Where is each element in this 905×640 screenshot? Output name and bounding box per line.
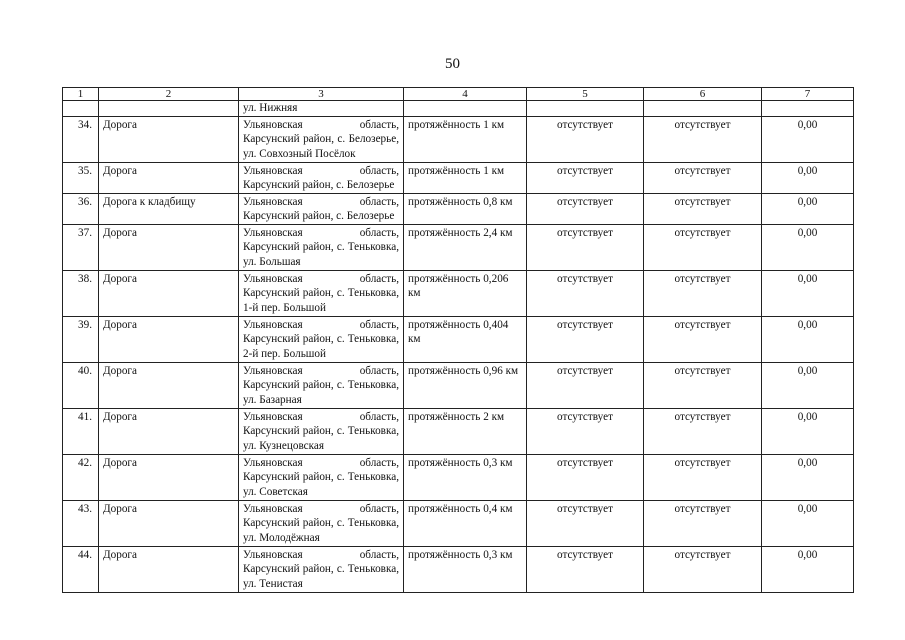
address-cell: Ульяновская область, Карсунский район, с. Теньковка, ул. Тенистая xyxy=(239,546,404,592)
length-cell: протяжённость 2,4 км xyxy=(404,224,527,270)
row-number: 37. xyxy=(63,224,99,270)
row-number: 41. xyxy=(63,408,99,454)
value-cell: 0,00 xyxy=(762,270,854,316)
address-cell: Ульяновская область, Карсунский район, с. Теньковка, ул. Молодёжная xyxy=(239,500,404,546)
table-row xyxy=(63,193,854,224)
object-name-cell: Дорога xyxy=(99,224,239,270)
value-cell: 0,00 xyxy=(762,193,854,224)
table-row xyxy=(63,224,854,270)
table-row xyxy=(63,454,854,500)
address-cell: Ульяновская область, Карсунский район, с. Теньковка, 1-й пер. Большой xyxy=(239,270,404,316)
column-5-cell: отсутствует xyxy=(527,162,644,193)
column-header: 3 xyxy=(239,88,404,101)
row-number: 44. xyxy=(63,546,99,592)
table-body xyxy=(63,116,854,592)
column-6-cell: отсутствует xyxy=(644,546,762,592)
value-cell: 0,00 xyxy=(762,224,854,270)
address-cell: Ульяновская область, Карсунский район, с. Теньковка, ул. Базарная xyxy=(239,362,404,408)
object-name-cell: Дорога xyxy=(99,162,239,193)
value-cell: 0,00 xyxy=(762,500,854,546)
column-6-cell: отсутствует xyxy=(644,408,762,454)
value-cell: 0,00 xyxy=(762,546,854,592)
table-row xyxy=(63,162,854,193)
column-header: 2 xyxy=(99,88,239,101)
column-6-cell: отсутствует xyxy=(644,116,762,162)
object-name-cell: Дорога xyxy=(99,408,239,454)
table-row xyxy=(63,362,854,408)
column-5-cell: отсутствует xyxy=(527,316,644,362)
address-cell: Ульяновская область, Карсунский район, с. Теньковка, ул. Кузнецовская xyxy=(239,408,404,454)
table-row xyxy=(63,500,854,546)
object-name-cell: Дорога xyxy=(99,500,239,546)
object-name-cell: Дорога xyxy=(99,362,239,408)
column-header: 6 xyxy=(644,88,762,101)
column-5-cell: отсутствует xyxy=(527,454,644,500)
column-5-cell: отсутствует xyxy=(527,500,644,546)
table-row xyxy=(63,270,854,316)
length-cell: протяжённость 0,3 км xyxy=(404,454,527,500)
column-5-cell: отсутствует xyxy=(527,224,644,270)
column-6-cell: отсутствует xyxy=(644,500,762,546)
column-5-cell: отсутствует xyxy=(527,546,644,592)
table-row xyxy=(63,116,854,162)
object-name-cell: Дорога xyxy=(99,546,239,592)
address-cell: Ульяновская область, Карсунский район, с. Теньковка, ул. Большая xyxy=(239,224,404,270)
row-number: 42. xyxy=(63,454,99,500)
column-6-cell: отсутствует xyxy=(644,362,762,408)
row-number: 34. xyxy=(63,116,99,162)
column-6-cell: отсутствует xyxy=(644,162,762,193)
length-cell: протяжённость 0,206 км xyxy=(404,270,527,316)
row-number: 36. xyxy=(63,193,99,224)
column-6-cell: отсутствует xyxy=(644,193,762,224)
address-cell: Ульяновская область, Карсунский район, с. Белозерье, ул. Совхозный Посёлок xyxy=(239,116,404,162)
table-row xyxy=(63,316,854,362)
value-cell: 0,00 xyxy=(762,162,854,193)
address-cell: Ульяновская область, Карсунский район, с. Белозерье xyxy=(239,193,404,224)
column-header: 4 xyxy=(404,88,527,101)
address-cell: Ульяновская область, Карсунский район, с. Теньковка, 2-й пер. Большой xyxy=(239,316,404,362)
row-number: 40. xyxy=(63,362,99,408)
object-name-cell: Дорога xyxy=(99,454,239,500)
column-5-cell: отсутствует xyxy=(527,193,644,224)
length-cell: протяжённость 0,8 км xyxy=(404,193,527,224)
column-5-cell: отсутствует xyxy=(527,116,644,162)
column-header: 1 xyxy=(63,88,99,101)
column-6-cell: отсутствует xyxy=(644,454,762,500)
value-cell: 0,00 xyxy=(762,116,854,162)
length-cell: протяжённость 2 км xyxy=(404,408,527,454)
row-number: 35. xyxy=(63,162,99,193)
address-cell: Ульяновская область, Карсунский район, с. Белозерье xyxy=(239,162,404,193)
row-number: 39. xyxy=(63,316,99,362)
continuation-row xyxy=(63,101,854,117)
address-cell: ул. Нижняя xyxy=(239,101,404,117)
table-row xyxy=(63,408,854,454)
road-registry-table xyxy=(62,87,854,593)
column-5-cell: отсутствует xyxy=(527,270,644,316)
row-number: 38. xyxy=(63,270,99,316)
column-header: 5 xyxy=(527,88,644,101)
column-6-cell: отсутствует xyxy=(644,316,762,362)
page-number: 50 xyxy=(445,56,460,72)
value-cell: 0,00 xyxy=(762,408,854,454)
length-cell: протяжённость 0,96 км xyxy=(404,362,527,408)
length-cell: протяжённость 0,4 км xyxy=(404,500,527,546)
object-name-cell: Дорога xyxy=(99,116,239,162)
value-cell: 0,00 xyxy=(762,454,854,500)
object-name-cell: Дорога к кладбищу xyxy=(99,193,239,224)
table-row xyxy=(63,546,854,592)
column-6-cell: отсутствует xyxy=(644,224,762,270)
column-5-cell: отсутствует xyxy=(527,408,644,454)
object-name-cell: Дорога xyxy=(99,270,239,316)
row-number: 43. xyxy=(63,500,99,546)
column-5-cell: отсутствует xyxy=(527,362,644,408)
column-number-row xyxy=(63,88,854,101)
value-cell: 0,00 xyxy=(762,362,854,408)
address-cell: Ульяновская область, Карсунский район, с. Теньковка, ул. Советская xyxy=(239,454,404,500)
column-6-cell: отсутствует xyxy=(644,270,762,316)
column-header: 7 xyxy=(762,88,854,101)
object-name-cell: Дорога xyxy=(99,316,239,362)
length-cell: протяжённость 1 км xyxy=(404,162,527,193)
length-cell: протяжённость 0,3 км xyxy=(404,546,527,592)
value-cell: 0,00 xyxy=(762,316,854,362)
length-cell: протяжённость 1 км xyxy=(404,116,527,162)
length-cell: протяжённость 0,404 км xyxy=(404,316,527,362)
